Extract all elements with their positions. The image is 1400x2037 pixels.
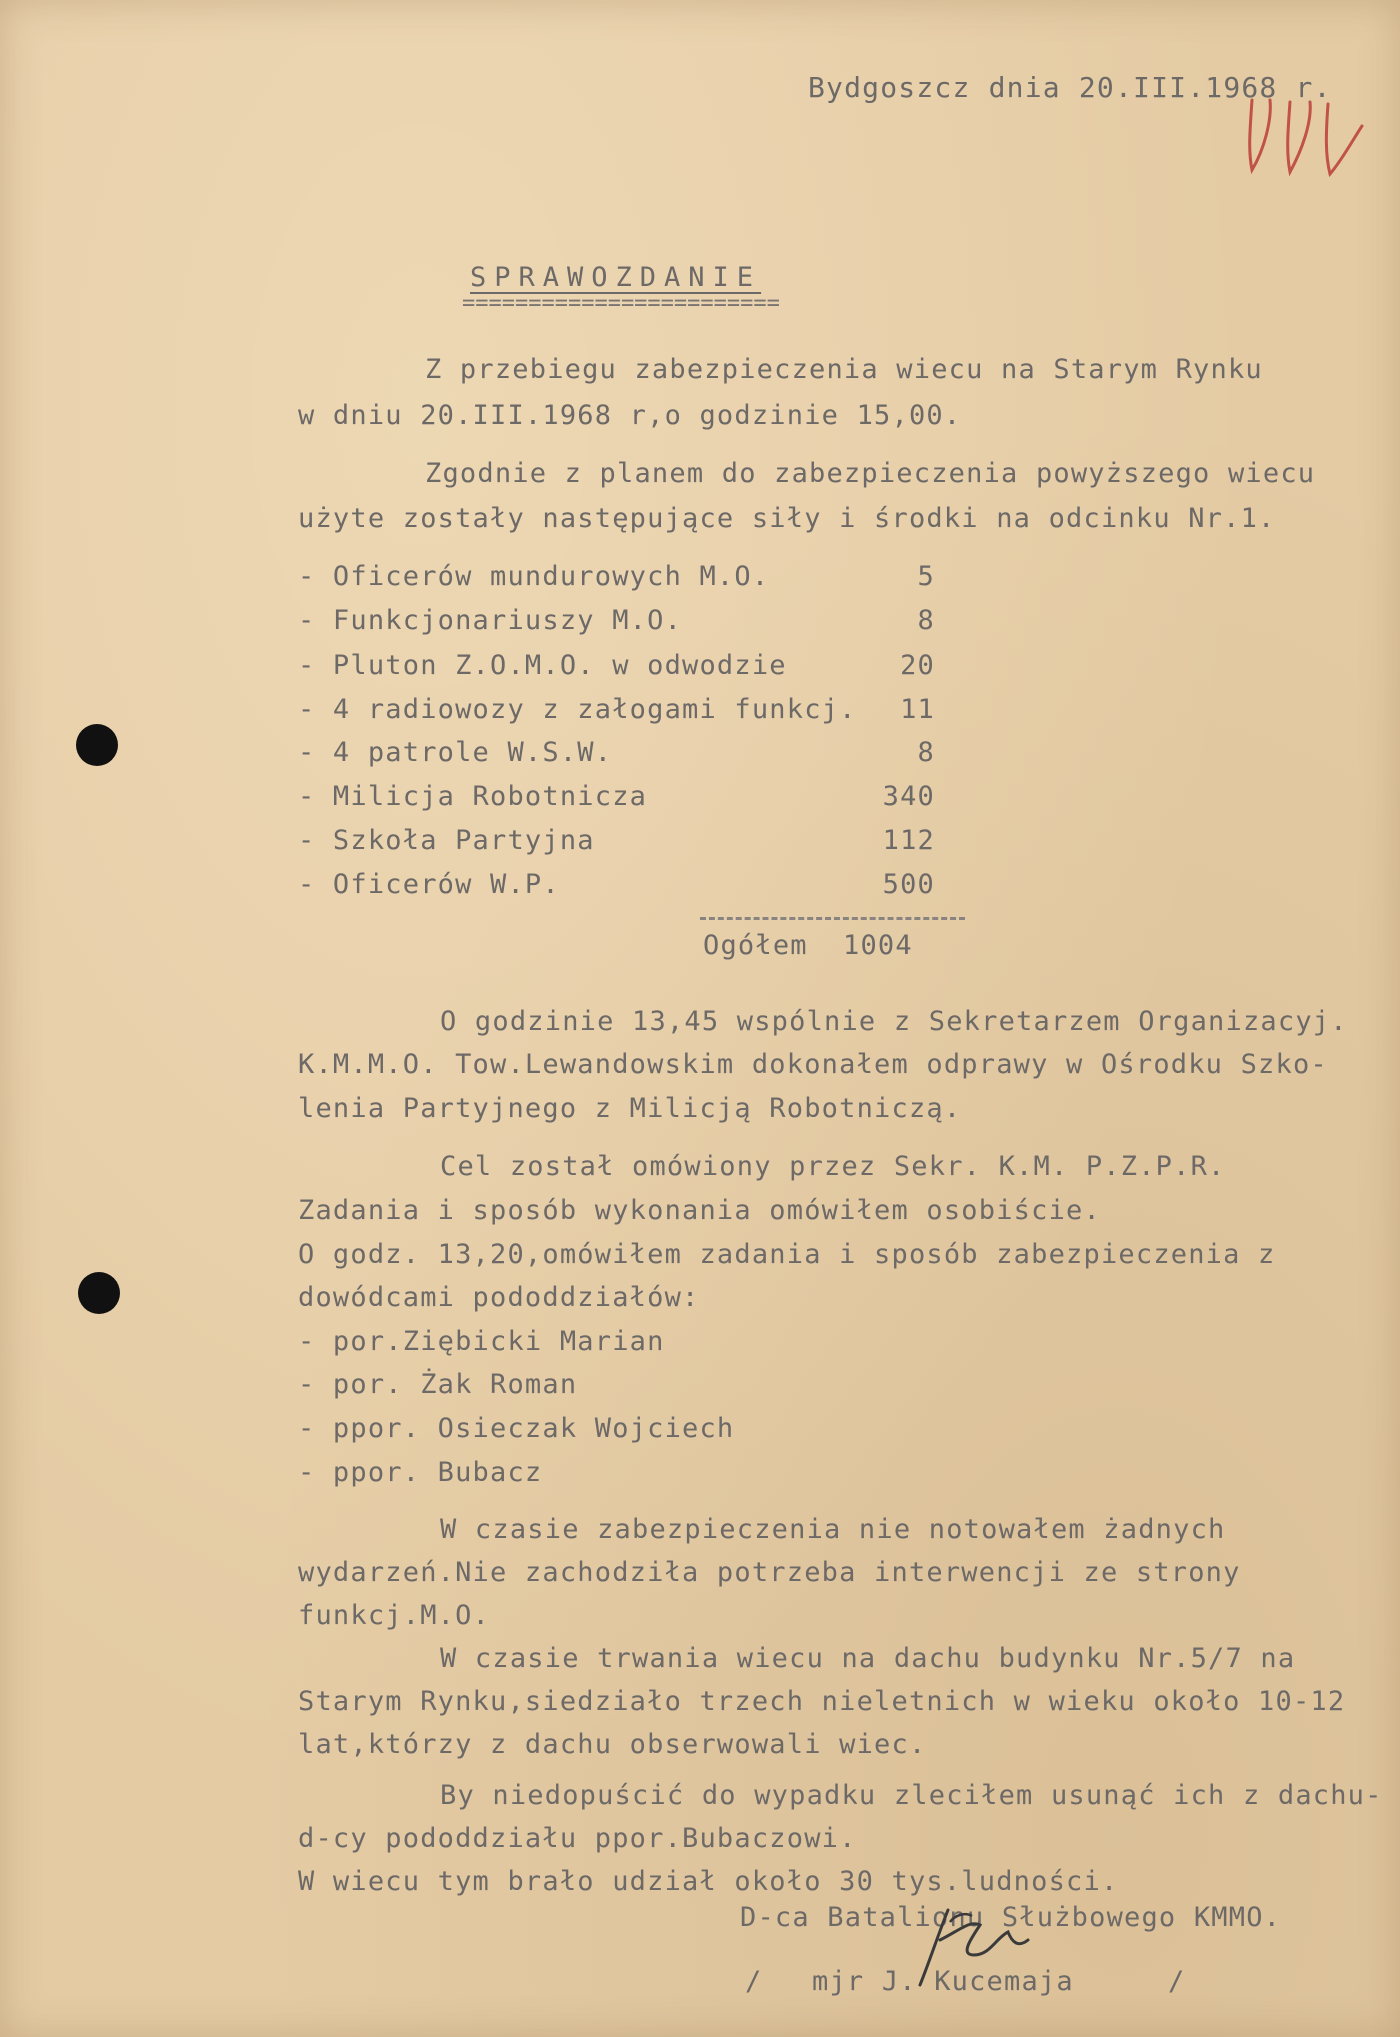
events-line-3: funkcj.M.O. xyxy=(298,1600,491,1631)
forces-row-label: - 4 radiowozy z załogami funkcj. xyxy=(298,694,857,725)
goal-line-2: Zadania i sposób wykonania omówiłem osobiście. xyxy=(298,1195,1101,1226)
goal-line-4: dowódcami pododdziałów: xyxy=(298,1282,700,1313)
signoff-slash-left: / xyxy=(745,1966,763,1997)
total-separator xyxy=(700,917,965,920)
commander-item: - ppor. Osieczak Wojciech xyxy=(298,1413,735,1444)
total-label: Ogółem xyxy=(703,930,808,961)
forces-row-label: - Oficerów mundurowych M.O. xyxy=(298,561,770,592)
signoff-name: mjr J. Kucemaja xyxy=(812,1966,1074,1997)
intro-line-2: w dniu 20.III.1968 r,o godzinie 15,00. xyxy=(298,400,962,431)
briefing-line-1: O godzinie 13,45 wspólnie z Sekretarzem Organizacyj. xyxy=(440,1006,1348,1037)
plan-line-2: użyte zostały następujące siły i środki na odcinku Nr.1. xyxy=(298,503,1276,534)
commander-item: - por.Ziębicki Marian xyxy=(298,1326,665,1357)
commander-item: - ppor. Bubacz xyxy=(298,1457,543,1488)
events-line-1: W czasie zabezpieczenia nie notowałem żadnych xyxy=(440,1514,1226,1545)
signoff-position: D-ca Batalionu Służbowego KMMO. xyxy=(740,1902,1282,1933)
punch-hole-top xyxy=(76,724,118,766)
date-line: Bydgoszcz dnia 20.III.1968 r. xyxy=(808,71,1332,104)
forces-row-label: - Funkcjonariuszy M.O. xyxy=(298,605,683,636)
forces-row-label: - Milicja Robotnicza xyxy=(298,781,648,812)
handwritten-signature xyxy=(900,1900,1050,1990)
roof-line-2: Starym Rynku,siedziało trzech nieletnich w wieku około 10-12 xyxy=(298,1686,1346,1717)
removal-line-1: By niedopuścić do wypadku zleciłem usunąć ich z dachu- xyxy=(440,1780,1383,1811)
plan-line-1: Zgodnie z planem do zabezpieczenia powyższego wiecu xyxy=(425,458,1316,489)
forces-row-value: 340 xyxy=(882,781,935,812)
forces-row-value: 8 xyxy=(917,605,935,636)
forces-row-value: 112 xyxy=(882,825,935,856)
goal-line-3: O godz. 13,20,omówiłem zadania i sposób zabezpieczenia z xyxy=(298,1239,1276,1270)
signoff-slash-right: / xyxy=(1168,1966,1186,1997)
document-title: SPRAWOZDANIE xyxy=(470,262,762,293)
punch-hole-bottom xyxy=(78,1272,120,1314)
forces-row-label: - 4 patrole W.S.W. xyxy=(298,737,613,768)
forces-row-label: - Szkoła Partyjna xyxy=(298,825,595,856)
forces-row-value: 8 xyxy=(917,737,935,768)
roof-line-3: lat,którzy z dachu obserwowali wiec. xyxy=(298,1729,927,1760)
roof-line-1: W czasie trwania wiecu na dachu budynku Nr.5/7 na xyxy=(440,1643,1296,1674)
total-value: 1004 xyxy=(843,930,913,961)
forces-row-label: - Oficerów W.P. xyxy=(298,869,560,900)
briefing-line-3: lenia Partyjnego z Milicją Robotniczą. xyxy=(298,1093,962,1124)
commander-item: - por. Żak Roman xyxy=(298,1369,578,1400)
forces-row-label: - Pluton Z.O.M.O. w odwodzie xyxy=(298,650,787,681)
archive-number-mark xyxy=(1230,90,1380,185)
removal-line-3: W wiecu tym brało udział około 30 tys.ludności. xyxy=(298,1866,1119,1897)
removal-line-2: d-cy pododdziału ppor.Bubaczowi. xyxy=(298,1823,857,1854)
forces-row-value: 5 xyxy=(917,561,935,592)
goal-line-1: Cel został omówiony przez Sekr. K.M. P.Z.P.R. xyxy=(440,1151,1226,1182)
forces-row-value: 11 xyxy=(900,694,935,725)
intro-line-1: Z przebiegu zabezpieczenia wiecu na Starym Rynku xyxy=(425,354,1263,385)
title-underline: ======================== xyxy=(462,291,780,316)
briefing-line-2: K.M.M.O. Tow.Lewandowskim dokonałem odprawy w Ośrodku Szko- xyxy=(298,1049,1328,1080)
forces-row-value: 500 xyxy=(882,869,935,900)
forces-row-value: 20 xyxy=(900,650,935,681)
events-line-2: wydarzeń.Nie zachodziła potrzeba interwencji ze strony xyxy=(298,1557,1241,1588)
